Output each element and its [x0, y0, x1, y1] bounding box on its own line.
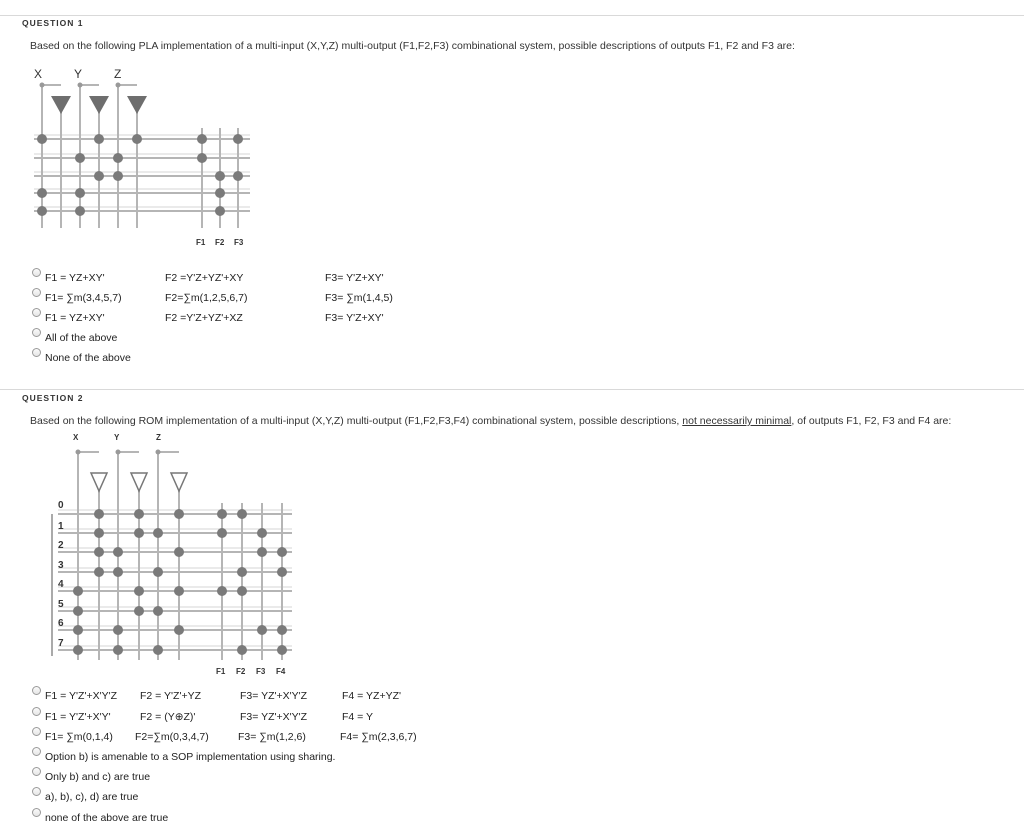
- q2-option-b-f3: F3= YZ'+X'Y'Z: [240, 711, 308, 723]
- q2-option-c-radio[interactable]: [32, 727, 41, 736]
- q1-option-a-f2: F2 =Y'Z+YZ'+XY: [165, 272, 244, 284]
- q2-rom-diagram: [48, 428, 308, 678]
- q2-output-label-f1: F1: [216, 667, 226, 676]
- q1-option-e-label: None of the above: [45, 352, 131, 364]
- q2-row-label-6: 6: [58, 618, 64, 629]
- q2-top-divider: [0, 389, 1024, 390]
- q2-text-after: , of outputs F1, F2, F3 and F4 are:: [791, 415, 952, 427]
- q2-row-label-3: 3: [58, 560, 64, 571]
- q1-option-a-f1: F1 = YZ+XY': [45, 272, 105, 284]
- q1-title: QUESTION 1: [22, 18, 84, 28]
- q2-option-c-f1: F1= ∑m(0,1,4): [45, 731, 113, 743]
- q2-option-b-f2: F2 = (Y⊕Z)': [140, 711, 196, 723]
- q2-option-e-label: Only b) and c) are true: [45, 771, 151, 783]
- q1-option-c-radio[interactable]: [32, 308, 41, 317]
- q2-output-label-f4: F4: [276, 667, 286, 676]
- q1-option-b-f3: F3= ∑m(1,4,5): [325, 292, 393, 304]
- q2-row-label-5: 5: [58, 599, 64, 610]
- q2-option-a-f1: F1 = Y'Z'+X'Y'Z: [45, 690, 118, 702]
- q1-question-text: Based on the following PLA implementation of a multi-input (X,Y,Z) multi-output (F1,F2,F3) combinational system, possible descriptions of outputs F1, F2 and F3 are:: [30, 40, 795, 52]
- q2-text-underlined: not necessarily minimal: [682, 415, 792, 427]
- q2-option-d-label: Option b) is amenable to a SOP implementation using sharing.: [45, 751, 336, 763]
- q2-option-b-f1: F1 = Y'Z'+X'Y': [45, 711, 111, 723]
- q2-output-label-f3: F3: [256, 667, 266, 676]
- q2-option-b-radio[interactable]: [32, 707, 41, 716]
- q2-option-a-f4: F4 = YZ+YZ': [342, 690, 402, 702]
- q2-question-text: [30, 415, 951, 427]
- q1-input-label-y: Y: [74, 67, 83, 81]
- q1-option-e-radio[interactable]: [32, 348, 41, 357]
- q2-option-d-radio[interactable]: [32, 747, 41, 756]
- q1-option-c-f3: F3= Y'Z+XY': [325, 312, 384, 324]
- q1-output-label-f1: F1: [196, 238, 206, 247]
- q2-row-label-1: 1: [58, 521, 64, 532]
- q1-option-c-f2: F2 =Y'Z+YZ'+XZ: [165, 312, 243, 324]
- q1-input-label-z: Z: [114, 67, 122, 81]
- q2-option-c-f3: F3= ∑m(1,2,6): [238, 731, 306, 743]
- q2-option-a-f3: F3= YZ'+X'Y'Z: [240, 690, 308, 702]
- q2-option-g-label: none of the above are true: [45, 812, 169, 824]
- q2-input-label-x: X: [73, 433, 79, 442]
- q2-option-a-f2: F2 = Y'Z'+YZ: [140, 690, 202, 702]
- q1-option-b-f1: F1= ∑m(3,4,5,7): [45, 292, 122, 304]
- q2-text-before: Based on the following ROM implementation of a multi-input (X,Y,Z) multi-output (F1,F2,F3,F4) combinational system, possible descriptions,: [30, 415, 683, 427]
- q2-option-b-f4: F4 = Y: [342, 711, 374, 723]
- q2-option-f-label: a), b), c), d) are true: [45, 791, 139, 803]
- q2-title: QUESTION 2: [22, 393, 84, 403]
- q1-option-a-f3: F3= Y'Z+XY': [325, 272, 384, 284]
- q1-pla-diagram: [22, 60, 252, 250]
- q2-row-label-7: 7: [58, 638, 64, 649]
- q1-output-label-f2: F2: [215, 238, 225, 247]
- q2-input-label-z: Z: [156, 433, 161, 442]
- q2-row-label-0: 0: [58, 500, 64, 511]
- q1-option-d-radio[interactable]: [32, 328, 41, 337]
- q2-option-a-radio[interactable]: [32, 686, 41, 695]
- q1-option-a-radio[interactable]: [32, 268, 41, 277]
- q2-option-g-radio[interactable]: [32, 808, 41, 817]
- q1-output-label-f3: F3: [234, 238, 244, 247]
- q1-option-b-radio[interactable]: [32, 288, 41, 297]
- q2-row-label-2: 2: [58, 540, 64, 551]
- q2-row-label-4: 4: [58, 579, 64, 590]
- q2-output-label-f2: F2: [236, 667, 246, 676]
- q1-option-d-label: All of the above: [45, 332, 118, 344]
- q2-option-f-radio[interactable]: [32, 787, 41, 796]
- q1-input-label-x: X: [34, 67, 43, 81]
- q2-option-c-f2: F2=∑m(0,3,4,7): [135, 731, 209, 743]
- q1-top-divider: [0, 15, 1024, 16]
- q1-option-b-f2: F2=∑m(1,2,5,6,7): [165, 292, 248, 304]
- q2-option-c-f4: F4= ∑m(2,3,6,7): [340, 731, 417, 743]
- q1-option-c-f1: F1 = YZ+XY': [45, 312, 105, 324]
- q2-input-label-y: Y: [114, 433, 120, 442]
- q2-option-e-radio[interactable]: [32, 767, 41, 776]
